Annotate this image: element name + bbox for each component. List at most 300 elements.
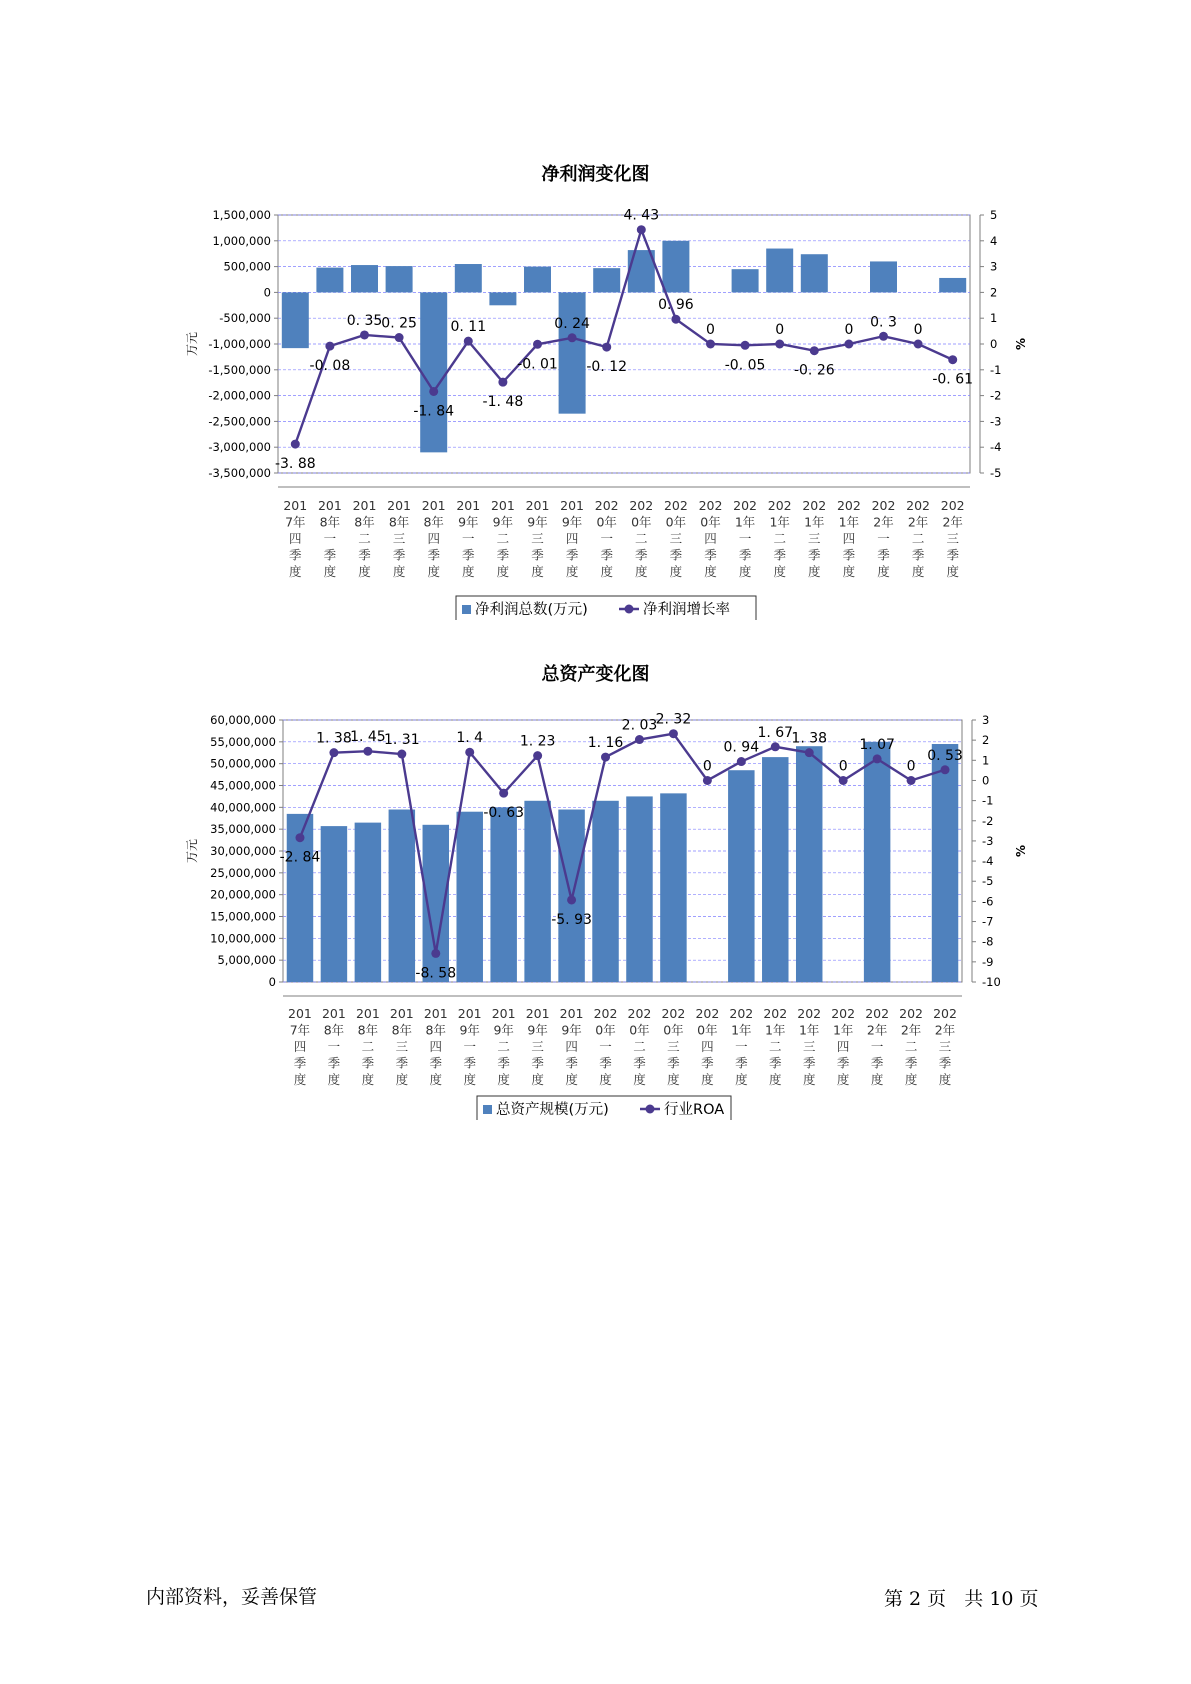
category-label: 9年 xyxy=(561,1022,582,1038)
category-label: 一 xyxy=(870,1039,884,1054)
data-label: -8. 58 xyxy=(415,965,457,982)
data-label: 0. 96 xyxy=(658,297,694,314)
category-label: 度 xyxy=(769,1072,782,1087)
category-label: 201 xyxy=(288,1006,312,1021)
category-label: 202 xyxy=(899,1006,924,1021)
category-label: 季 xyxy=(496,547,510,563)
category-label: 四 xyxy=(427,531,440,546)
category-label: 四 xyxy=(565,531,579,546)
category-label: 2年 xyxy=(866,1022,888,1038)
net-profit-chart-svg xyxy=(0,160,1191,620)
category-label: 202 xyxy=(836,498,861,513)
left-axis-tick-label: 25,000,000 xyxy=(210,865,276,880)
right-axis-tick-label: 3 xyxy=(982,713,990,727)
category-label: 一 xyxy=(327,1039,341,1054)
data-label: -0. 12 xyxy=(586,359,628,376)
category-label: 季 xyxy=(293,1055,307,1071)
bar xyxy=(660,793,686,982)
line-point xyxy=(498,378,507,387)
category-label: 202 xyxy=(831,1006,856,1021)
line-point xyxy=(775,340,784,349)
category-label: 四 xyxy=(565,1039,578,1054)
category-label: 8年 xyxy=(319,514,341,530)
category-label: 0年 xyxy=(629,1022,650,1038)
category-label: 8年 xyxy=(425,1022,447,1038)
category-label: 度 xyxy=(938,1072,952,1087)
data-label: 1. 38 xyxy=(316,730,352,747)
category-label: 度 xyxy=(946,564,959,579)
line-point xyxy=(941,765,950,774)
legend-bar-swatch xyxy=(462,605,471,614)
category-label: 201 xyxy=(525,1006,550,1021)
category-label: 202 xyxy=(695,1006,720,1021)
left-axis-tick-label: -1,000,000 xyxy=(208,337,271,351)
right-axis-tick-label: -5 xyxy=(990,466,1002,480)
category-label: 度 xyxy=(633,1072,646,1087)
bar xyxy=(489,292,516,305)
right-axis-tick-label: 5 xyxy=(990,208,998,222)
category-label: 9年 xyxy=(561,514,583,530)
line-point xyxy=(948,355,957,364)
right-axis-tick-label: -3 xyxy=(982,833,994,848)
category-label: 度 xyxy=(497,1072,510,1087)
line-point xyxy=(397,750,406,759)
category-label: 季 xyxy=(701,1055,714,1071)
category-label: 0年 xyxy=(697,1022,718,1038)
legend-line-marker xyxy=(646,1105,655,1114)
category-label: 季 xyxy=(600,547,613,563)
bar xyxy=(321,826,347,982)
bar xyxy=(490,807,516,982)
category-label: 二 xyxy=(361,1039,375,1054)
bar xyxy=(456,812,482,982)
category-label: 季 xyxy=(429,1055,443,1071)
line-point xyxy=(873,754,882,763)
right-axis-tick-label: 2 xyxy=(990,285,998,300)
category-label: 季 xyxy=(327,1055,341,1071)
category-label: 季 xyxy=(667,1055,680,1071)
right-axis-tick-label: 1 xyxy=(982,753,990,768)
category-label: 度 xyxy=(911,564,925,579)
right-axis-tick-label: -3 xyxy=(990,414,1002,429)
total-assets-chart-svg xyxy=(0,660,1191,1120)
category-label: 季 xyxy=(531,1055,544,1071)
category-label: 度 xyxy=(463,1072,476,1087)
line-point xyxy=(395,333,404,342)
category-label: 三 xyxy=(392,531,406,546)
right-axis-tick-label: -1 xyxy=(982,793,994,808)
category-label: 度 xyxy=(735,1072,748,1087)
category-label: 202 xyxy=(594,498,619,513)
category-label: 季 xyxy=(427,547,440,563)
right-axis-tick-label: -4 xyxy=(990,440,1002,455)
category-label: 三 xyxy=(946,531,959,546)
line-point xyxy=(741,341,750,350)
line-point xyxy=(914,340,923,349)
category-label: 201 xyxy=(525,498,550,513)
bar xyxy=(662,241,689,293)
data-label: -0. 63 xyxy=(483,805,525,822)
category-label: 度 xyxy=(531,564,544,579)
category-label: 1年 xyxy=(832,1022,854,1038)
category-label: 四 xyxy=(836,1039,850,1054)
category-label: 2年 xyxy=(907,514,929,530)
data-label: 1. 38 xyxy=(791,730,828,747)
line-point xyxy=(671,315,680,324)
right-axis-tick-label: 0 xyxy=(982,773,990,788)
category-label: 季 xyxy=(462,547,475,563)
category-label: 9年 xyxy=(492,514,514,530)
category-label: 度 xyxy=(701,1072,714,1087)
right-axis-tick-label: -2 xyxy=(990,388,1002,403)
category-label: 202 xyxy=(865,1006,890,1021)
data-label: 0. 94 xyxy=(723,739,760,756)
category-label: 202 xyxy=(629,498,654,513)
bar xyxy=(932,744,958,982)
category-label: 季 xyxy=(669,547,683,563)
category-label: 季 xyxy=(565,1055,578,1071)
left-axis-tick-label: 55,000,000 xyxy=(210,734,276,749)
line-point xyxy=(844,340,853,349)
data-label: -1. 48 xyxy=(482,394,524,411)
right-axis-tick-label: -4 xyxy=(982,854,994,869)
left-axis-tick-label: -1,500,000 xyxy=(208,362,271,377)
left-axis-tick-label: 15,000,000 xyxy=(210,909,276,924)
bar xyxy=(351,265,378,292)
category-label: 度 xyxy=(496,564,510,579)
line-point xyxy=(533,751,542,760)
data-label: 1. 16 xyxy=(587,735,624,752)
bar xyxy=(864,742,890,982)
data-label: 1. 67 xyxy=(757,724,794,741)
data-label: 1. 31 xyxy=(384,732,420,749)
category-label: 202 xyxy=(698,498,723,513)
category-label: 201 xyxy=(456,498,481,513)
category-label: 度 xyxy=(870,1072,884,1087)
category-label: 8年 xyxy=(391,1022,413,1038)
line-point xyxy=(810,346,819,355)
data-label: 0 xyxy=(844,322,854,338)
chart-title: 总资产变化图 xyxy=(541,664,650,685)
line-point xyxy=(499,789,508,798)
left-axis-tick-label: -500,000 xyxy=(219,311,271,326)
category-label: 9年 xyxy=(493,1022,514,1038)
category-label: 度 xyxy=(462,564,475,579)
category-label: 202 xyxy=(797,1006,822,1021)
category-label: 度 xyxy=(599,1072,612,1087)
category-label: 季 xyxy=(808,547,821,563)
category-label: 季 xyxy=(395,1055,409,1071)
category-label: 二 xyxy=(773,531,786,546)
line-point xyxy=(706,340,715,349)
category-label: 202 xyxy=(767,498,792,513)
category-label: 二 xyxy=(635,531,648,546)
category-label: 季 xyxy=(738,547,752,563)
data-label: 0. 11 xyxy=(450,319,487,336)
category-label: 201 xyxy=(490,498,515,513)
line-point xyxy=(363,747,372,756)
category-label: 季 xyxy=(635,547,648,563)
category-label: 度 xyxy=(738,564,752,579)
category-label: 2年 xyxy=(873,514,894,530)
line-point xyxy=(429,387,438,396)
data-label: 1. 4 xyxy=(456,730,484,747)
line-point xyxy=(325,342,334,351)
category-label: 季 xyxy=(497,1055,510,1071)
category-label: 三 xyxy=(667,1039,680,1054)
data-label: -2. 84 xyxy=(279,849,321,866)
category-label: 9年 xyxy=(458,514,479,530)
line-point xyxy=(879,332,888,341)
category-label: 度 xyxy=(427,564,440,579)
category-label: 季 xyxy=(463,1055,476,1071)
category-label: 二 xyxy=(904,1039,918,1054)
right-axis-tick-label: -6 xyxy=(982,894,994,909)
data-label: 2. 32 xyxy=(655,711,692,728)
category-label: 202 xyxy=(933,1006,957,1021)
left-axis-tick-label: -3,500,000 xyxy=(208,466,271,480)
line-point xyxy=(635,735,644,744)
line-point xyxy=(601,753,610,762)
category-label: 季 xyxy=(911,547,925,563)
data-label: -0. 26 xyxy=(793,362,835,379)
category-label: 度 xyxy=(565,1072,578,1087)
category-label: 1年 xyxy=(734,514,756,530)
category-label: 季 xyxy=(773,547,786,563)
category-label: 2年 xyxy=(934,1022,956,1038)
left-axis-tick-label: 0 xyxy=(263,285,271,300)
line-point xyxy=(568,333,577,342)
category-label: 四 xyxy=(704,531,717,546)
line-point xyxy=(637,225,646,234)
category-label: 一 xyxy=(738,531,752,546)
category-label: 度 xyxy=(327,1072,341,1087)
category-label: 季 xyxy=(904,1055,918,1071)
line-point xyxy=(839,776,848,785)
category-label: 0年 xyxy=(700,514,721,530)
category-label: 8年 xyxy=(388,514,410,530)
category-label: 二 xyxy=(769,1039,782,1054)
line-point xyxy=(771,742,780,751)
bar xyxy=(389,810,415,982)
legend-bar-swatch xyxy=(483,1105,492,1114)
category-label: 0年 xyxy=(663,1022,684,1038)
category-label: 9年 xyxy=(527,1022,548,1038)
category-label: 季 xyxy=(870,1055,884,1071)
category-label: 季 xyxy=(938,1055,952,1071)
left-axis-tick-label: 1,000,000 xyxy=(212,233,271,248)
category-label: 二 xyxy=(633,1039,646,1054)
category-label: 季 xyxy=(946,547,959,563)
category-label: 四 xyxy=(429,1039,443,1054)
category-label: 202 xyxy=(940,498,965,513)
category-label: 0年 xyxy=(665,514,687,530)
bar xyxy=(593,268,620,292)
category-label: 201 xyxy=(352,498,377,513)
bar xyxy=(939,278,966,292)
category-label: 201 xyxy=(559,1006,584,1021)
line-point xyxy=(602,343,611,352)
category-label: 度 xyxy=(842,564,856,579)
data-label: 1. 23 xyxy=(519,733,556,750)
data-label: 4. 43 xyxy=(623,207,660,224)
right-axis-tick-label: -9 xyxy=(982,954,994,969)
category-label: 度 xyxy=(293,1072,307,1087)
category-label: 202 xyxy=(661,1006,686,1021)
bar xyxy=(455,264,482,292)
category-label: 1年 xyxy=(731,1022,752,1038)
bar xyxy=(386,266,413,292)
category-label: 201 xyxy=(387,498,412,513)
right-axis-tick-label: -1 xyxy=(990,362,1002,377)
category-label: 1年 xyxy=(769,514,790,530)
line-point xyxy=(431,949,440,958)
category-label: 度 xyxy=(323,564,337,579)
line-point xyxy=(533,340,542,349)
category-label: 三 xyxy=(669,531,683,546)
category-label: 四 xyxy=(842,531,856,546)
bar xyxy=(801,254,828,292)
category-label: 202 xyxy=(871,498,896,513)
left-axis-tick-label: 500,000 xyxy=(223,259,271,274)
category-label: 2年 xyxy=(900,1022,922,1038)
right-axis-title: % xyxy=(1014,844,1028,858)
right-axis-title: % xyxy=(1014,337,1028,351)
category-label: 202 xyxy=(627,1006,652,1021)
category-label: 一 xyxy=(600,531,613,546)
category-label: 度 xyxy=(802,1072,816,1087)
category-label: 季 xyxy=(704,547,717,563)
line-point xyxy=(907,776,916,785)
data-label: 0. 53 xyxy=(927,747,963,764)
data-label: -0. 61 xyxy=(932,371,974,388)
category-label: 0年 xyxy=(595,1022,616,1038)
line-point xyxy=(465,748,474,757)
data-label: 0 xyxy=(913,322,923,338)
category-label: 度 xyxy=(358,564,371,579)
footer-page-number: 第 2 页 共 10 页 xyxy=(884,1588,1039,1610)
right-axis-tick-label: -8 xyxy=(982,934,994,949)
right-axis-tick-label: 0 xyxy=(990,337,998,351)
data-label: 0 xyxy=(706,322,715,338)
category-label: 201 xyxy=(560,498,585,513)
chart-title: 净利润变化图 xyxy=(541,164,650,185)
category-label: 度 xyxy=(877,564,890,579)
category-label: 度 xyxy=(289,564,302,579)
category-label: 201 xyxy=(421,498,446,513)
category-label: 度 xyxy=(669,564,683,579)
data-label: -0. 08 xyxy=(309,358,351,375)
data-label: 0. 3 xyxy=(870,314,897,331)
category-label: 度 xyxy=(808,564,821,579)
bar xyxy=(282,292,309,348)
bar xyxy=(592,801,618,982)
category-label: 季 xyxy=(633,1055,646,1071)
category-label: 201 xyxy=(423,1006,448,1021)
category-label: 201 xyxy=(355,1006,380,1021)
data-label: 0 xyxy=(702,758,712,775)
category-label: 度 xyxy=(635,564,648,579)
category-label: 季 xyxy=(358,547,371,563)
category-label: 8年 xyxy=(323,1022,345,1038)
category-label: 202 xyxy=(763,1006,788,1021)
category-label: 度 xyxy=(361,1072,375,1087)
category-label: 二 xyxy=(497,1039,510,1054)
category-label: 一 xyxy=(599,1039,612,1054)
legend-line-label: 净利润增长率 xyxy=(643,602,730,618)
category-label: 三 xyxy=(802,1039,816,1054)
category-label: 9年 xyxy=(459,1022,480,1038)
category-label: 度 xyxy=(667,1072,680,1087)
data-label: 0. 25 xyxy=(381,315,417,332)
category-label: 季 xyxy=(323,547,337,563)
category-label: 季 xyxy=(361,1055,375,1071)
category-label: 201 xyxy=(389,1006,414,1021)
category-label: 三 xyxy=(531,1039,544,1054)
category-label: 一 xyxy=(735,1039,748,1054)
category-label: 202 xyxy=(729,1006,754,1021)
bar xyxy=(559,292,586,413)
category-label: 度 xyxy=(531,1072,544,1087)
right-axis-tick-label: -7 xyxy=(982,914,994,929)
bar xyxy=(524,801,550,982)
category-label: 四 xyxy=(293,1039,307,1054)
category-label: 季 xyxy=(565,547,579,563)
left-axis-tick-label: -2,000,000 xyxy=(208,388,271,403)
category-label: 四 xyxy=(701,1039,714,1054)
left-axis-title: 万元 xyxy=(185,838,199,864)
category-label: 季 xyxy=(392,547,406,563)
category-label: 7年 xyxy=(289,1022,311,1038)
category-label: 季 xyxy=(531,547,544,563)
line-point xyxy=(805,748,814,757)
data-label: 0 xyxy=(775,322,785,338)
category-label: 度 xyxy=(704,564,717,579)
left-axis-tick-label: 20,000,000 xyxy=(210,887,276,902)
right-axis-tick-label: 4 xyxy=(990,233,998,248)
legend-bar-label: 总资产规模(万元) xyxy=(496,1102,609,1118)
category-label: 度 xyxy=(773,564,786,579)
category-label: 202 xyxy=(906,498,931,513)
category-label: 二 xyxy=(911,531,925,546)
category-label: 三 xyxy=(395,1039,409,1054)
bar xyxy=(420,292,447,452)
category-label: 1年 xyxy=(798,1022,820,1038)
category-label: 三 xyxy=(531,531,544,546)
bar xyxy=(524,267,551,293)
left-axis-tick-label: 45,000,000 xyxy=(210,778,276,793)
footer-confidential-note: 内部资料，妥善保管 xyxy=(146,1586,318,1608)
category-label: 季 xyxy=(802,1055,816,1071)
category-label: 一 xyxy=(463,1039,476,1054)
category-label: 季 xyxy=(842,547,856,563)
data-label: -1. 84 xyxy=(413,403,455,420)
bar xyxy=(732,269,759,292)
line-point xyxy=(737,757,746,766)
bar xyxy=(316,268,343,293)
category-label: 季 xyxy=(877,547,890,563)
right-axis-tick-label: -5 xyxy=(982,874,994,889)
category-label: 季 xyxy=(735,1055,748,1071)
category-label: 202 xyxy=(802,498,827,513)
category-label: 一 xyxy=(877,531,890,546)
category-label: 1年 xyxy=(765,1022,786,1038)
category-label: 季 xyxy=(289,547,302,563)
data-label: 0 xyxy=(838,758,848,775)
category-label: 201 xyxy=(317,498,342,513)
line-point xyxy=(703,776,712,785)
category-label: 201 xyxy=(491,1006,516,1021)
